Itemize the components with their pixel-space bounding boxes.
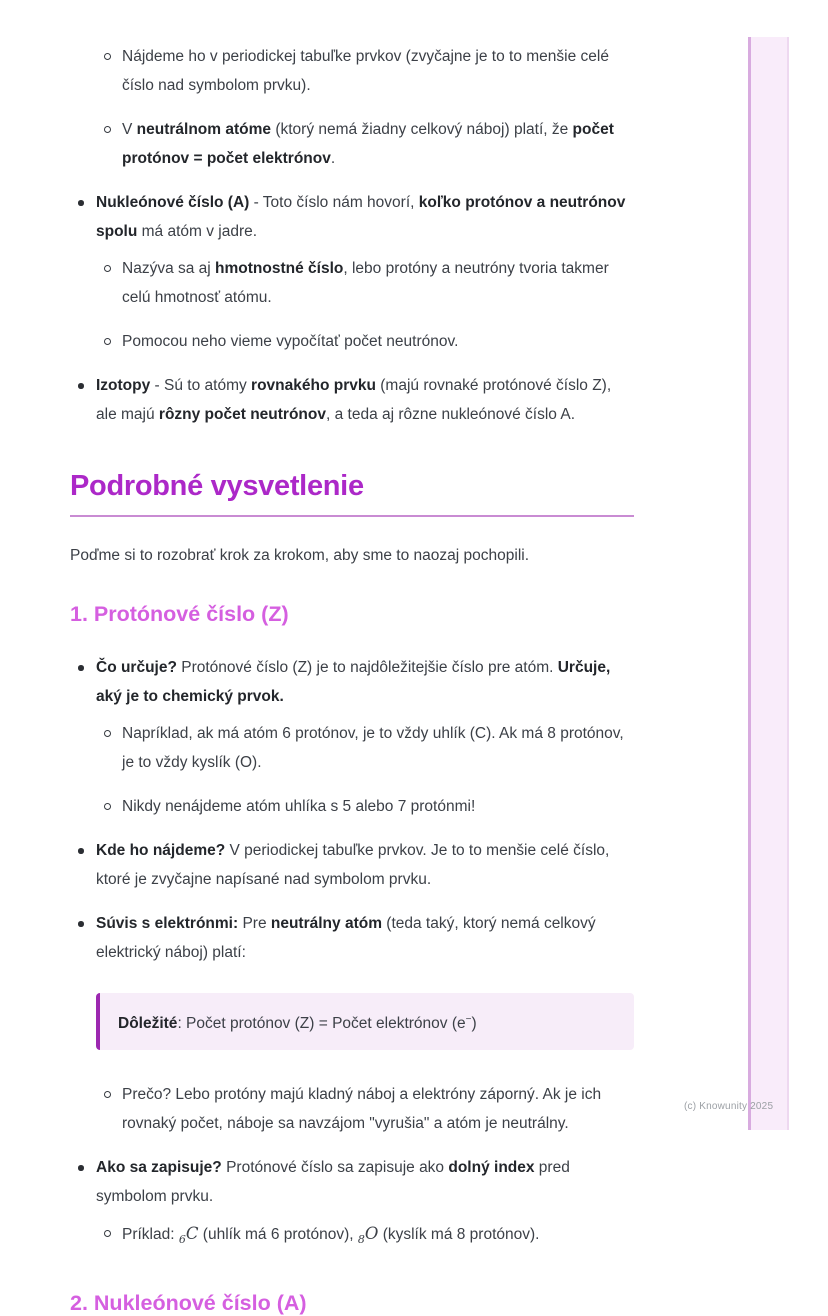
subsection-title-2: 2. Nukleónové číslo (A) <box>70 1291 307 1316</box>
co-urcuje-list <box>70 653 634 821</box>
list-item <box>70 1219 634 1254</box>
circle-bullet-icon <box>104 730 111 737</box>
disc-bullet-icon <box>78 665 84 671</box>
disc-bullet-icon <box>78 200 84 206</box>
list-item-text: Kde ho nájdeme? V periodickej tabuľke prvkov. Je to to menšie celé číslo, ktoré je zvyčajne napísané nad symbolom prvku. <box>96 842 610 888</box>
list-item-text: Súvis s elektrónmi: Pre neutrálny atóm (teda taký, ktorý nemá celkový elektrický náboj) platí: <box>96 915 596 961</box>
list-item <box>70 653 634 711</box>
subsection-title-1: 1. Protónové číslo (Z) <box>70 602 289 626</box>
list-item-text: Nukleónové číslo (A) - Toto číslo nám hovorí, koľko protónov a neutrónov spolu má atóm v jadre. <box>96 194 626 240</box>
list-item-text: Čo určuje? Protónové číslo (Z) je to najdôležitejšie číslo pre atóm. Určuje, aký je to chemický prvok. <box>96 659 611 705</box>
list-item <box>70 1153 634 1211</box>
list-item-text: Izotopy - Sú to atómy rovnakého prvku (majú rovnaké protónové číslo Z), ale majú rôzny počet neutrónov, a teda aj rôzne nukleónové číslo A. <box>96 377 612 423</box>
disc-bullet-icon <box>78 921 84 927</box>
disc-bullet-icon <box>78 383 84 389</box>
list-item <box>70 188 634 246</box>
page-title: Podrobné vysvetlenie <box>70 470 364 502</box>
list-item <box>70 719 634 777</box>
ako-list <box>70 1153 634 1254</box>
circle-bullet-icon <box>104 338 111 345</box>
list-item-text: Nazýva sa aj hmotnostné číslo, lebo protóny a neutróny tvoria takmer celú hmotnosť atómu. <box>122 260 609 306</box>
list-item-text: V neutrálnom atóme (ktorý nemá žiadny celkový náboj) platí, že počet protónov = počet elektrónov. <box>122 121 614 167</box>
list-item-text: Napríklad, ak má atóm 6 protónov, je to vždy uhlík (C). Ak má 8 protónov, je to vždy kyslík (O). <box>122 725 624 771</box>
watermark-credit: (c) Knowunity 2025 <box>684 1101 774 1112</box>
izotopy-list <box>70 371 634 429</box>
list-item-text: Prečo? Lebo protóny majú kladný náboj a elektróny záporný. Ak je ich rovnaký počet, náboje sa navzájom "vyrušia" a atóm je neutrálny. <box>122 1086 602 1133</box>
page-edge-stripe <box>748 37 789 1130</box>
nucleon-list <box>70 188 634 356</box>
list-item <box>70 1080 634 1138</box>
disc-bullet-icon <box>78 1165 84 1171</box>
intro-paragraph: Poďme si to rozobrať krok za krokom, aby sme to naozaj pochopili. <box>70 547 530 564</box>
circle-bullet-icon <box>104 53 111 60</box>
heading-underline <box>70 515 634 517</box>
content-column <box>70 42 634 1316</box>
circle-bullet-icon <box>104 1230 111 1237</box>
list-item-text: Nájdeme ho v periodickej tabuľke prvkov (zvyčajne je to to menšie celé číslo nad symbolom prvku). <box>122 48 609 94</box>
list-item <box>70 371 634 429</box>
list-item <box>70 836 634 894</box>
circle-bullet-icon <box>104 803 111 810</box>
disc-bullet-icon <box>78 848 84 854</box>
list-item-text: Nikdy nenájdeme atóm uhlíka s 5 alebo 7 protónmi! <box>122 798 476 815</box>
list-item-text: Pomocou neho vieme vypočítať počet neutrónov. <box>122 333 459 350</box>
list-item <box>70 327 634 356</box>
callout-text: Dôležité: Počet protónov (Z) = Počet elektrónov (e−) <box>118 1014 477 1033</box>
list-item-text: Ako sa zapisuje? Protónové číslo sa zapisuje ako dolný index pred symbolom prvku. <box>96 1159 570 1206</box>
circle-bullet-icon <box>104 1091 111 1098</box>
list-item <box>70 115 634 173</box>
top-sublist <box>70 42 634 173</box>
list-item <box>70 254 634 312</box>
list-item <box>70 42 634 100</box>
circle-bullet-icon <box>104 126 111 133</box>
list-item <box>70 792 634 821</box>
list-item-text: Príklad: $_6$C (uhlík má 6 protónov), $_8$O (kyslík má 8 protónov). <box>122 1224 540 1247</box>
important-callout <box>96 993 634 1050</box>
circle-bullet-icon <box>104 265 111 272</box>
list-item <box>70 909 634 967</box>
